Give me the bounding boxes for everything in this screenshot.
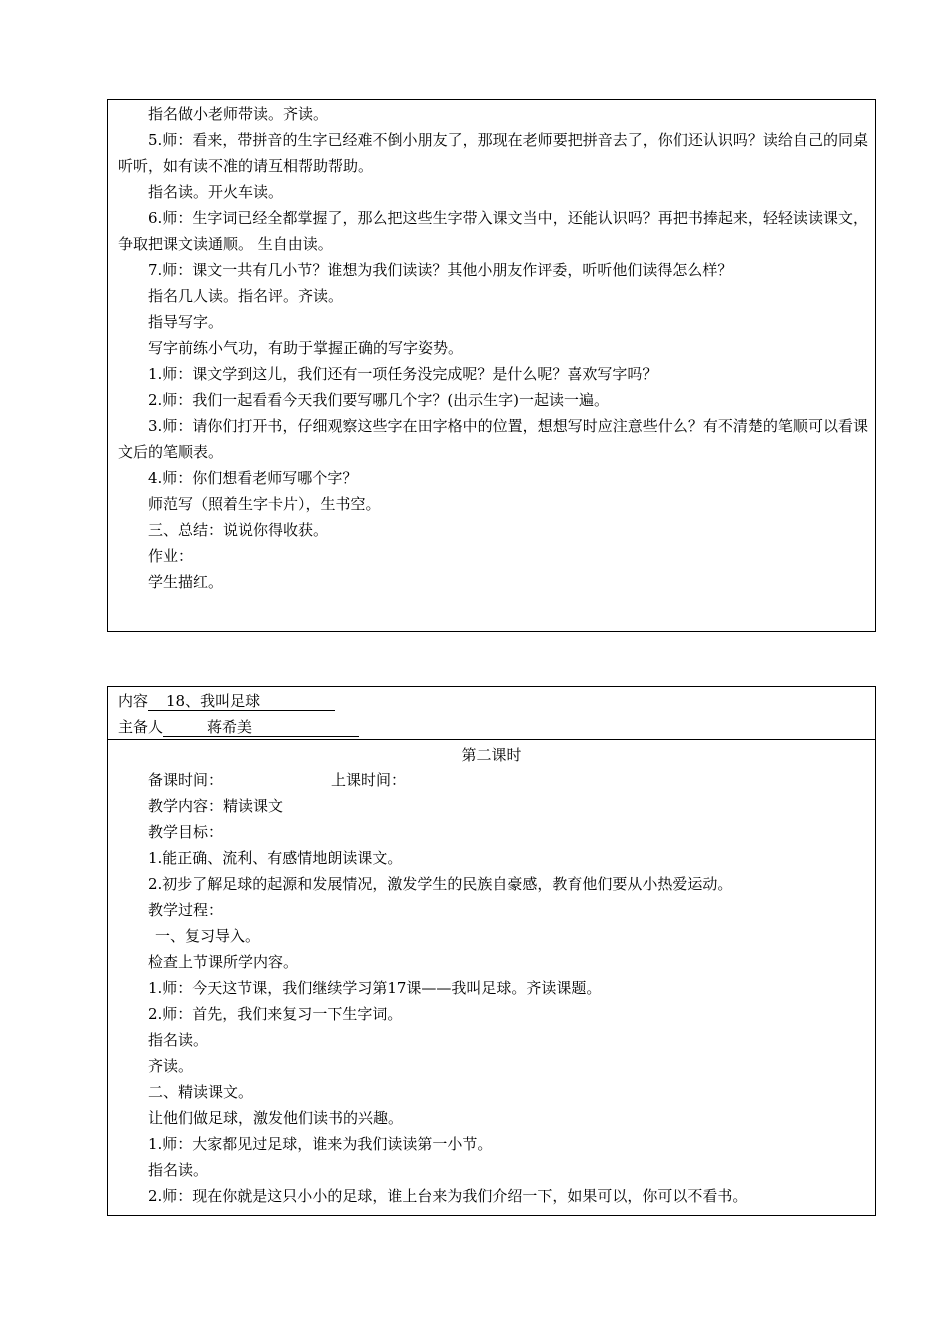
paragraph: 7.师：课文一共有几小节？谁想为我们读读？其他小朋友作评委，听听他们读得怎么样？ [148, 261, 733, 279]
paragraph: 1.师：今天这节课，我们继续学习第17课——我叫足球。齐读课题。 [148, 979, 602, 997]
section1-body [118, 101, 868, 595]
paragraph: 齐读。 [148, 1057, 194, 1075]
paragraph: 教学目标： [148, 823, 224, 841]
paragraph: 一、复习导入。 [155, 927, 261, 945]
lesson-plan-box-1 [107, 99, 876, 632]
paragraph: 二、精读课文。 [148, 1083, 254, 1101]
paragraph: 教学过程： [148, 901, 224, 919]
paragraph: 2.师：现在你就是这只小小的足球，谁上台来为我们介绍一下，如果可以，你可以不看书。 [148, 1187, 748, 1205]
paragraph: 教学内容：精读课文 [148, 797, 284, 815]
paragraph: 3.师：请你们打开书，仔细观察这些字在田字格中的位置，想想写时应注意些什么？有不清楚的笔顺可以看课文后的笔顺表。 [118, 417, 868, 461]
paragraph: 2.师：首先，我们来复习一下生字词。 [148, 1005, 403, 1023]
time-row [118, 767, 868, 793]
paragraph: 三、总结：说说你得收获。 [148, 521, 329, 539]
paragraph: 指名几人读。指名评。齐读。 [148, 287, 344, 305]
paragraph: 作业： [148, 547, 194, 565]
paragraph: 1.师：课文学到这儿，我们还有一项任务没完成呢？是什么呢？喜欢写字吗？ [148, 365, 658, 383]
lesson-plan-box-2 [107, 686, 876, 1216]
paragraph: 写字前练小气功，有助于掌握正确的写字姿势。 [148, 339, 464, 357]
paragraph: 5.师：看来，带拼音的生字已经难不倒小朋友了，那现在老师要把拼音去了，你们还认识吗？读给自己的同桌听听，如有读不准的请互相帮助帮助。 [118, 131, 868, 175]
paragraph: 2.初步了解足球的起源和发展情况，激发学生的民族自豪感，教育他们要从小热爱运动。 [148, 875, 733, 893]
paragraph: 1.师：大家都见过足球，谁来为我们读读第一小节。 [148, 1135, 493, 1153]
preparer-row [108, 715, 875, 740]
content-value: 18、我叫足球 [148, 692, 335, 711]
preparer-label: 主备人 [118, 718, 164, 736]
paragraph: 2.师：我们一起看看今天我们要写哪几个字？(出示生字)一起读一遍。 [148, 391, 610, 409]
preparer-value: 蒋希美 [163, 718, 359, 737]
lesson-title: 第二课时 [461, 746, 522, 764]
paragraph: 指名做小老师带读。齐读。 [148, 105, 329, 123]
paragraph: 让他们做足球，激发他们读书的兴趣。 [148, 1109, 404, 1127]
content-label: 内容 [118, 692, 149, 710]
paragraph: 4.师：你们想看老师写哪个字？ [148, 469, 358, 487]
paragraph: 指导写字。 [148, 313, 224, 331]
paragraph: 6.师：生字词已经全都掌握了，那么把这些生字带入课文当中，还能认识吗？再把书捧起来，轻轻读读课文，争取把课文读通顺。 生自由读。 [118, 209, 868, 253]
paragraph: 学生描红。 [148, 573, 224, 591]
paragraph: 检查上节课所学内容。 [148, 953, 299, 971]
paragraph: 师范写（照着生字卡片），生书空。 [148, 495, 381, 513]
paragraph: 指名读。 [148, 1031, 209, 1049]
paragraph: 指名读。开火车读。 [148, 183, 284, 201]
content-row [108, 687, 875, 715]
section2-body [118, 767, 868, 1209]
paragraph: 1.能正确、流利、有感情地朗读课文。 [148, 849, 403, 867]
prep-time-label: 备课时间： [148, 771, 224, 789]
paragraph: 指名读。 [148, 1161, 209, 1179]
class-time-label: 上课时间： [331, 771, 407, 789]
